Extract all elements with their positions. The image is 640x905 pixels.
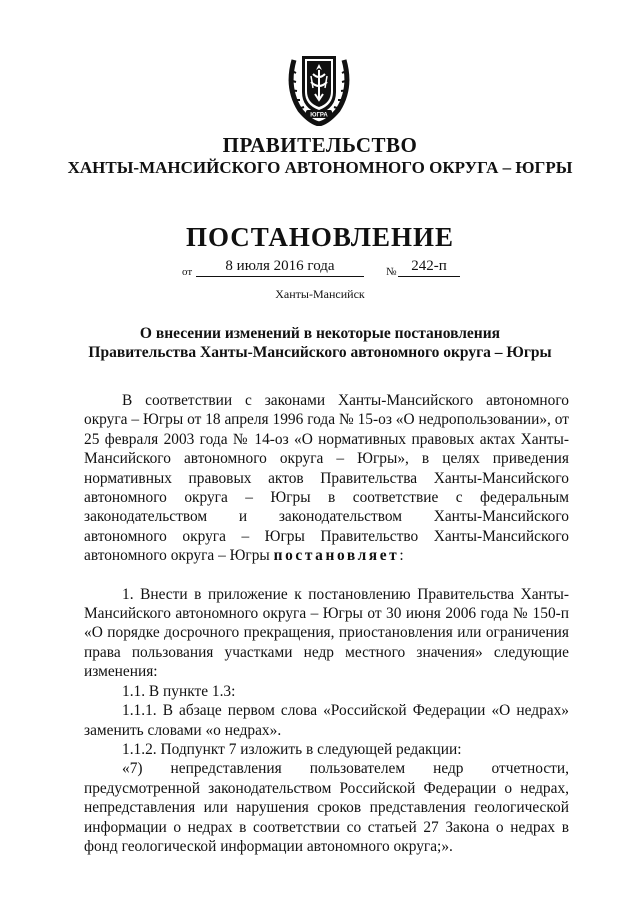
decree-colon: : [399,547,404,565]
item-1-1-2-paragraph: 1.1.2. Подпункт 7 изложить в следующей редакции: [122,740,462,758]
emblem-banner-text: ЮГРА [310,112,328,119]
document-city: Ханты-Мансийск [275,287,365,301]
preamble-paragraph [84,391,569,566]
government-subtitle: ХАНТЫ-МАНСИЙСКОГО АВТОНОМНОГО ОКРУГА – ЮГРЫ [67,158,573,177]
item-1-1-paragraph: 1.1. В пункте 1.3: [122,682,236,700]
quoted-subpoint-7: «7) непредставления пользователем недр отчетности, предусмотренной законодательством Российской Федерации о недрах, непредставления или нарушения сроков представления геологической информации о недрах в соответствии со статьей 27 Закона о недрах в фонд геологической информации автономного округа;». [84,760,569,855]
item-1-1-1-paragraph: 1.1.1. В абзаце первом слова «Российской Федерации «О недрах» заменить словами «о недрах». [84,702,569,739]
item-1-paragraph: 1. Внести в приложение к постановлению Правительства Ханты-Мансийского автономного округа – Югры от 30 июня 2006 года № 150-п «О порядке досрочного прекращения, приостановления или ограничения права пользования участками недр местного значения» следующие изменения: [84,585,569,681]
number-prefix-label: № [386,266,397,278]
document-body [84,391,569,856]
document-date: 8 июля 2016 года [196,258,364,277]
subject-line-1: О внесении изменений в некоторые постановления [139,325,501,342]
ugra-coat-of-arms-icon [284,48,354,126]
document-number: 242-п [398,258,460,277]
document-subject [80,324,560,362]
subject-line-2: Правительства Ханты-Мансийского автономного округа – Югры [88,344,552,361]
document-type-title: ПОСТАНОВЛЕНИЕ [185,222,455,252]
preamble-text: В соответствии с законами Ханты-Мансийского автономного округа – Югры от 18 апреля 1996 года № 15-оз «О недропользовании», от 25 февраля 2003 года № 14-оз «О нормативных правовых актах Ханты-Мансийского автономного округа – Югры», в целях приведения нормативных правовых актов Правительства Ханты-Мансийского автономного округа – Югры в соответствие с федеральным законодательством и законодательством Ханты-Мансийского автономного округа – Югры Правительство Ханты-Мансийского автономного округа – Югры [84,392,569,565]
government-title: ПРАВИТЕЛЬСТВО [222,133,418,157]
date-prefix-label: от [182,266,193,278]
decree-word: постановляет [273,547,400,565]
